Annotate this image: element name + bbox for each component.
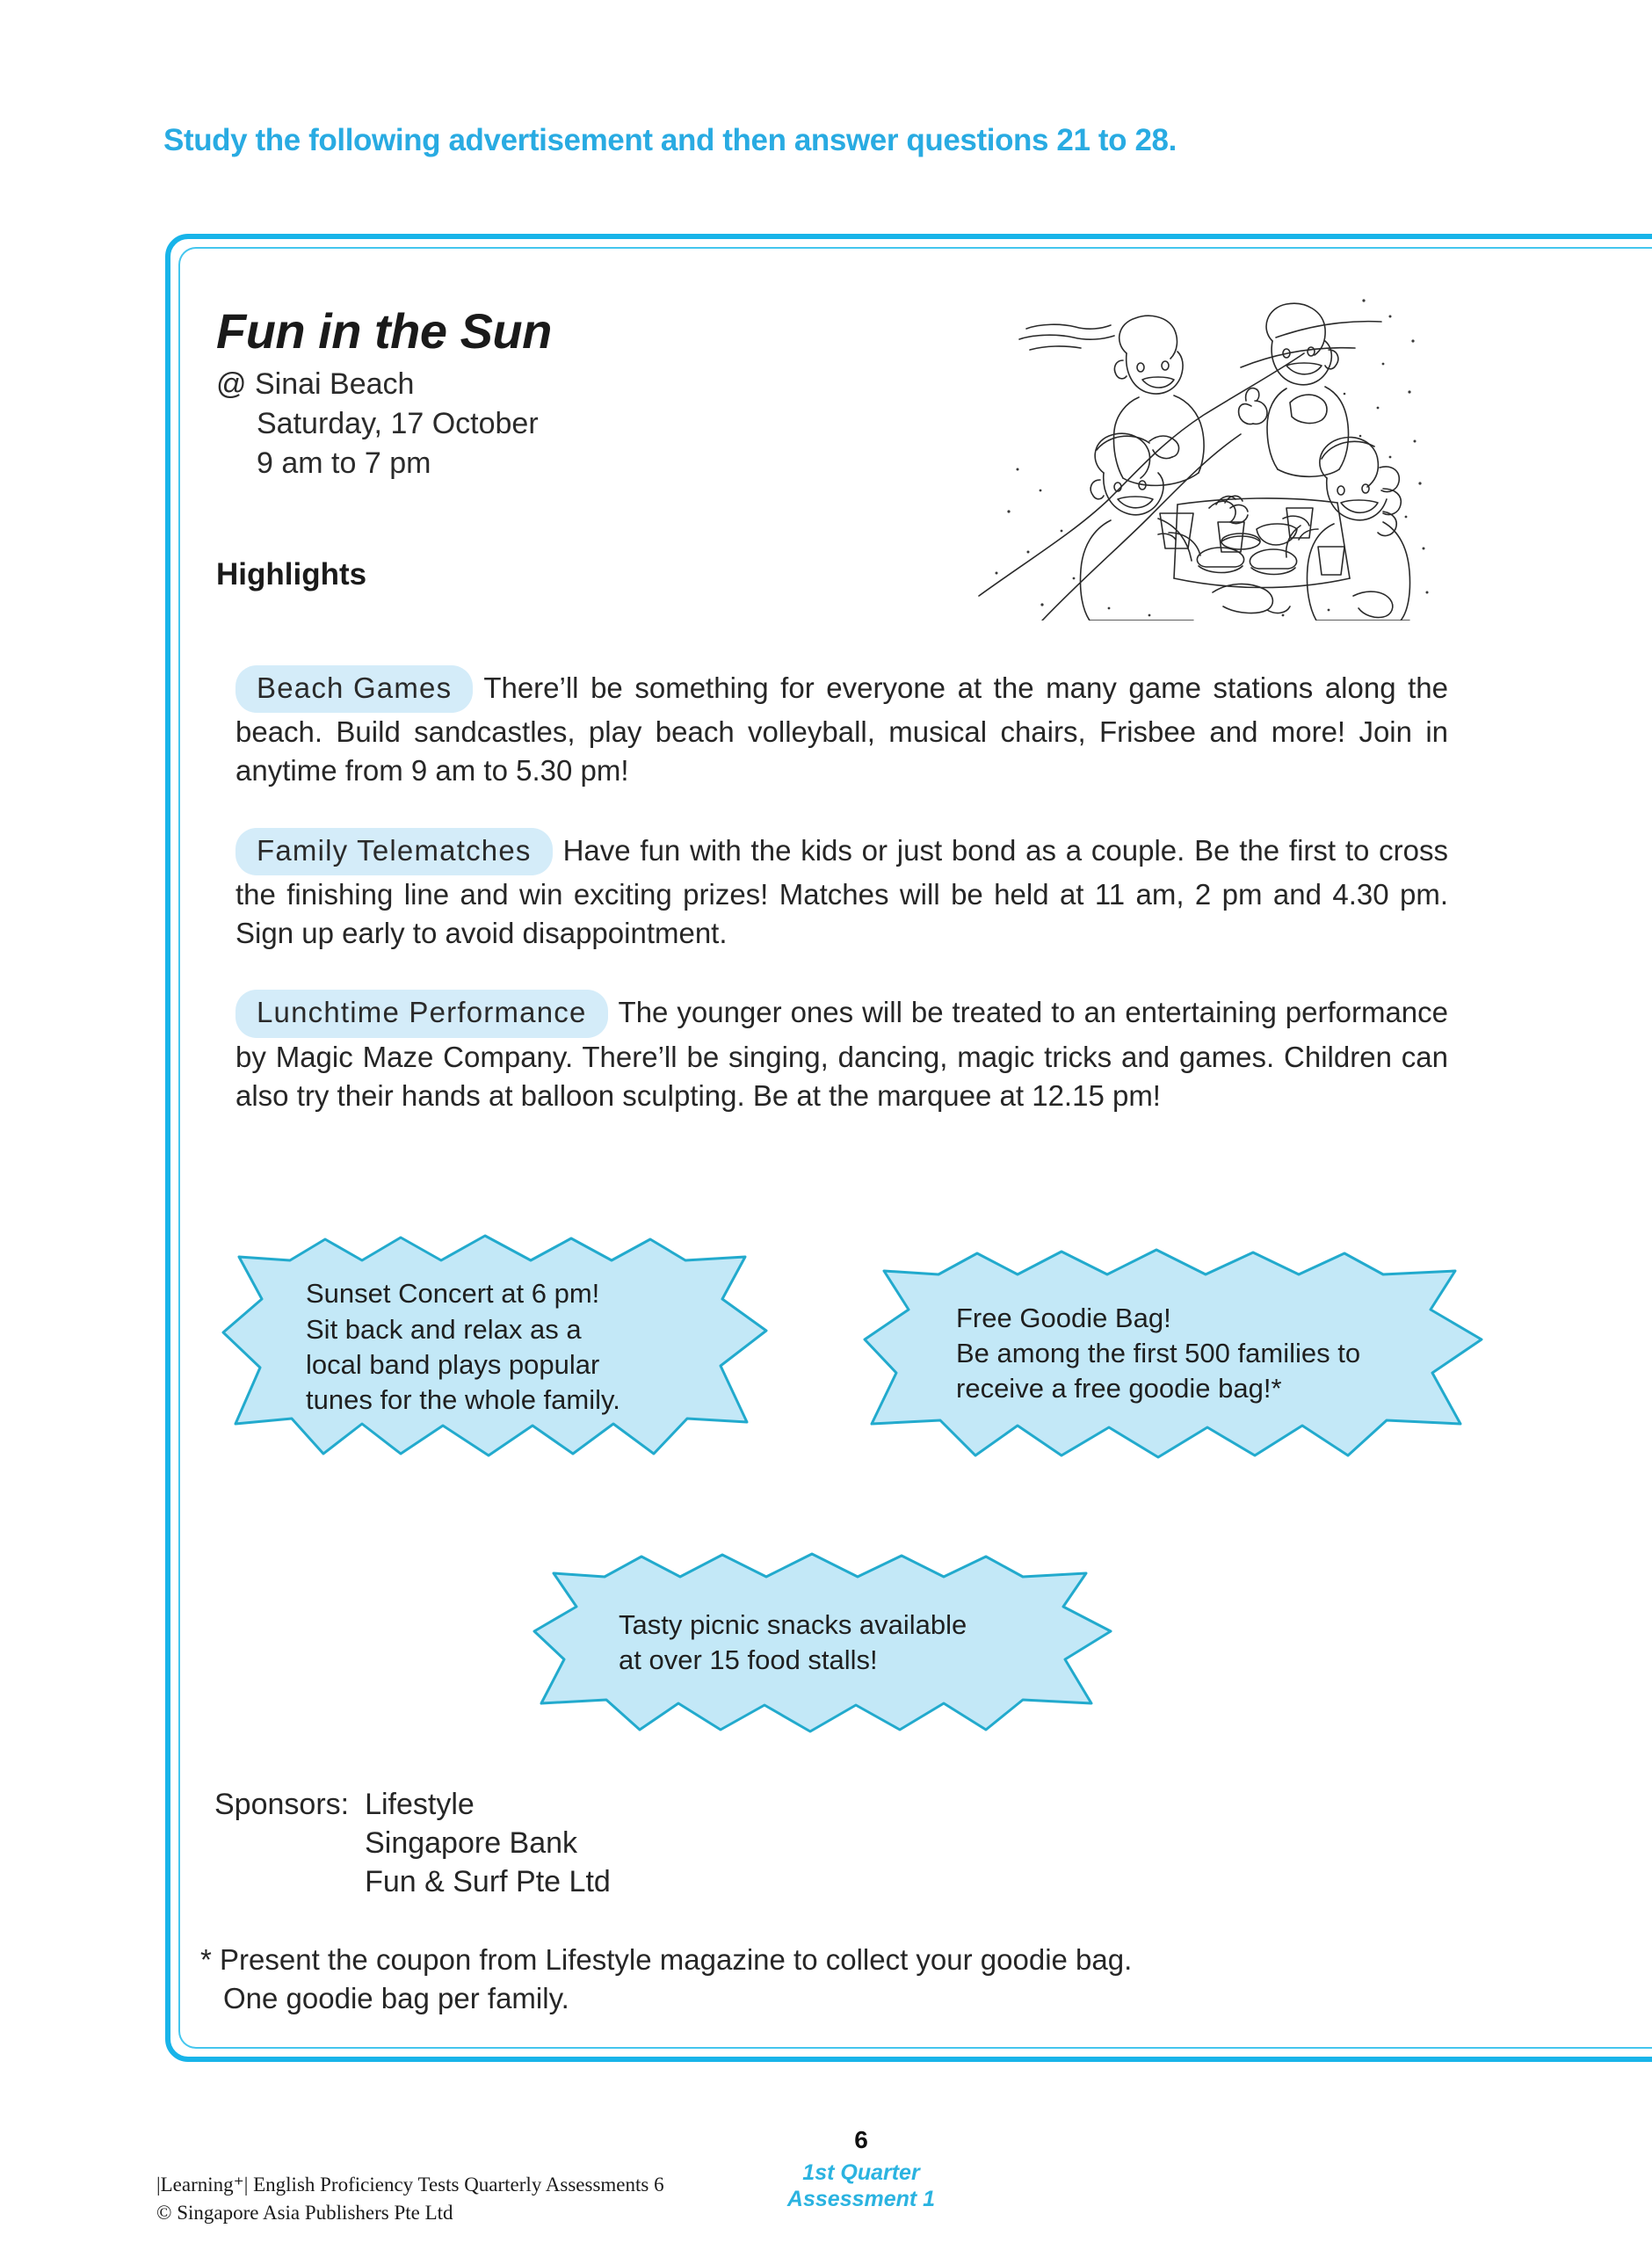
highlight-item-family-telematches <box>235 828 1448 954</box>
highlight-text-beach-games: There’ll be something for everyone at the many game stations along the beach. Build sandcastles, play beach volleyball, musical chairs, Frisbee and more! Join in anytime from 9 am to 5.30 pm! <box>235 671 1448 788</box>
footnote-line-2: One goodie bag per family. <box>223 1982 569 2015</box>
callout-picnic-snacks <box>533 1552 1112 1733</box>
footer-publisher <box>156 2171 664 2226</box>
highlight-paragraph <box>235 990 1448 1115</box>
advertisement-venue: @ Sinai Beach <box>216 367 415 401</box>
callout-line: Tasty picnic snacks available <box>619 1608 967 1640</box>
highlights-heading: Highlights <box>216 557 367 592</box>
callout-picnic-snacks-text <box>533 1552 1112 1733</box>
advertisement-title-block <box>216 303 552 483</box>
assessment-label <box>738 2159 984 2213</box>
footer-publisher-line-1: |Learning⁺| English Proficiency Tests Quarterly Assessments 6 <box>156 2174 664 2196</box>
callout-free-goodie-bag <box>863 1248 1483 1459</box>
sponsor-item: Lifestyle <box>365 1788 475 1821</box>
callout-free-goodie-bag-text <box>863 1248 1483 1459</box>
callout-line: tunes for the whole family. <box>306 1384 620 1416</box>
sponsors-block <box>214 1786 611 1902</box>
page-number: 6 <box>854 2126 868 2153</box>
callout-line: Free Goodie Bag! <box>956 1302 1171 1333</box>
assessment-line-1: 1st Quarter <box>802 2159 920 2185</box>
callout-line: Sit back and relax as a <box>306 1313 582 1345</box>
sponsor-item: Fun & Surf Pte Ltd <box>365 1864 611 1898</box>
goodie-bag-footnote <box>200 1941 1431 2018</box>
sponsor-item: Singapore Bank <box>365 1825 578 1860</box>
callout-line: at over 15 food stalls! <box>619 1644 878 1675</box>
advertisement-title: Fun in the Sun <box>216 303 552 359</box>
callout-line: receive a free goodie bag!* <box>956 1373 1282 1404</box>
callout-line: Be among the first 500 families to <box>956 1337 1361 1368</box>
callout-line: Sunset Concert at 6 pm! <box>306 1278 600 1310</box>
callout-sunset-concert <box>221 1234 770 1461</box>
footer-publisher-line-2: © Singapore Asia Publishers Pte Ltd <box>156 2201 453 2224</box>
highlight-tag-family-telematches: Family Telematches <box>235 828 553 875</box>
highlight-text-family-telematches: Have fun with the kids or just bond as a couple. Be the first to cross the finishing line and win exciting prizes! Matches will be held at 11 am, 2 pm and 4.30 pm. Sign up early to avoid disappointment. <box>235 833 1448 950</box>
callout-sunset-concert-text <box>221 1234 770 1461</box>
highlight-tag-beach-games: Beach Games <box>235 665 473 713</box>
highlight-paragraph <box>235 665 1448 791</box>
highlight-paragraph <box>235 828 1448 954</box>
highlight-tag-lunchtime-performance: Lunchtime Performance <box>235 990 608 1037</box>
highlights-list <box>235 636 1448 1152</box>
highlight-item-beach-games <box>235 665 1448 791</box>
highlight-item-lunchtime-performance <box>235 990 1448 1115</box>
highlight-text-lunchtime-performance: The younger ones will be treated to an entertaining performance by Magic Maze Company. There’ll be singing, dancing, magic tricks and games. Children can also try their hands at balloon sculpting. Be at the marquee at 12.15 pm! <box>235 996 1448 1112</box>
sponsors-label: Sponsors: <box>214 1788 350 1821</box>
footnote-line-1: * Present the coupon from Lifestyle magazine to collect your goodie bag. <box>200 1943 1133 1976</box>
advertisement-date: Saturday, 17 October <box>257 406 539 440</box>
beach-picnic-illustration <box>977 269 1434 621</box>
assessment-line-2: Assessment 1 <box>786 2187 936 2212</box>
advertisement-time: 9 am to 7 pm <box>257 446 431 480</box>
instruction-heading: Study the following advertisement and then answer questions 21 to 28. <box>163 123 1177 157</box>
footer-center-block <box>738 2127 984 2213</box>
callout-line: local band plays popular <box>306 1349 600 1380</box>
